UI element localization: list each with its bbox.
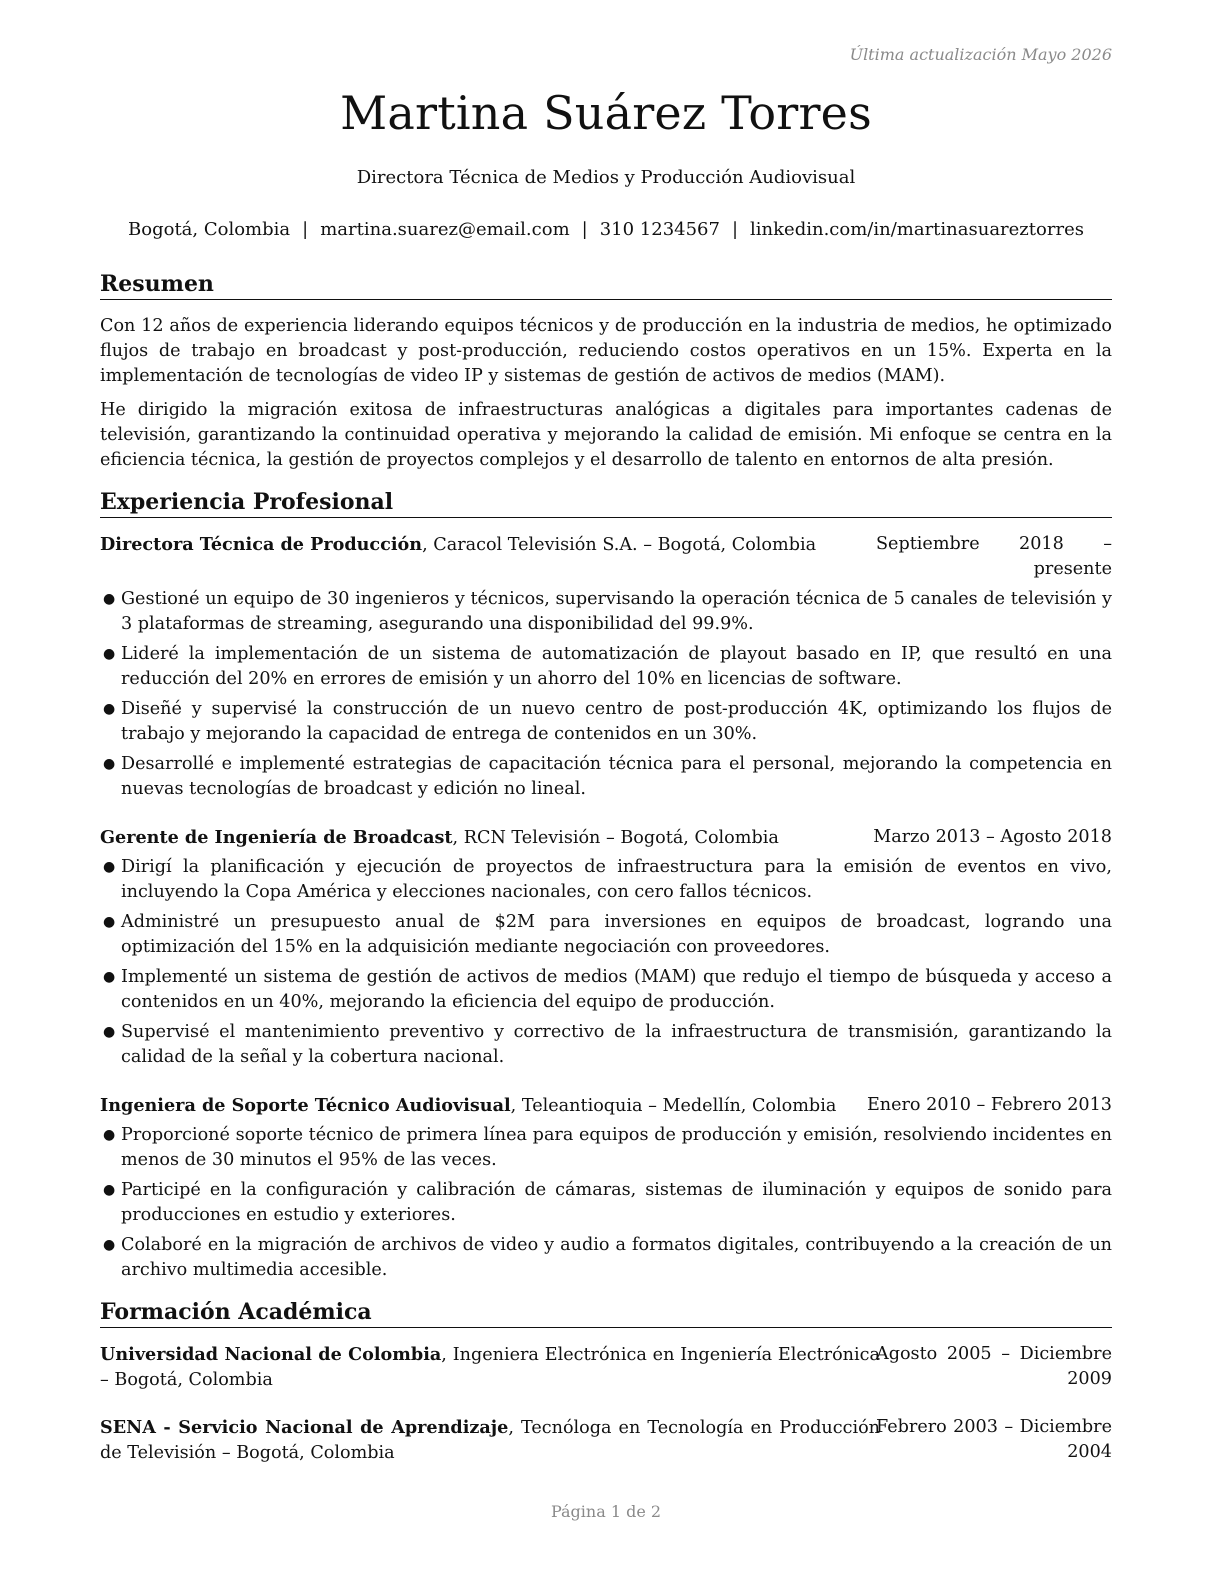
contact-separator: | bbox=[302, 219, 309, 240]
list-item: ● Proporcioné soporte técnico de primera línea para equipos de producción y emisión, resolviendo incidentes en menos de 30 minutos el 95% de las veces. bbox=[103, 1125, 1112, 1170]
job-bullets bbox=[100, 587, 1112, 807]
resume-page bbox=[100, 0, 1112, 1584]
list-item: ● Administré un presupuesto anual de $2M para inversiones en equipos de broadcast, logrando una optimización del 15% en la adquisición mediante negociación con proveedores. bbox=[103, 912, 1112, 957]
list-item: ● Desarrollé e implementé estrategias de capacitación técnica para el personal, mejorando la competencia en nuevas tecnologías de broadcast y edición no lineal. bbox=[103, 754, 1112, 799]
list-item: ● Diseñé y supervisé la construcción de un nuevo centro de post-producción 4K, optimizando los flujos de trabajo y mejorando la capacidad de entrega de contenidos en un 30%. bbox=[103, 699, 1112, 744]
last-updated: Última actualización Mayo 2026 bbox=[849, 45, 1112, 64]
job-role: Ingeniera de Soporte Técnico Audiovisual bbox=[100, 1095, 511, 1116]
contact-phone: 310 1234567 bbox=[599, 219, 720, 240]
job-role: Gerente de Ingeniería de Broadcast bbox=[100, 827, 453, 848]
headline: Directora Técnica de Medios y Producción Audiovisual bbox=[356, 167, 856, 188]
job-org: , Teleantioquia – Medellín, Colombia bbox=[510, 1096, 837, 1116]
job-org: , Caracol Televisión S.A. – Bogotá, Colombia bbox=[422, 535, 817, 555]
education-detail: , Ingeniera Electrónica en Ingeniería Electrónica – Bogotá, Colombia bbox=[100, 1345, 880, 1390]
list-item: ● Dirigí la planificación y ejecución de proyectos de infraestructura para la emisión de eventos en vivo, incluyendo la Copa América y elecciones nacionales, con cero fallos técnicos. bbox=[103, 857, 1112, 902]
contact-separator: | bbox=[731, 219, 739, 240]
job-org: , RCN Televisión – Bogotá, Colombia bbox=[452, 828, 779, 848]
bullet-text: Diseñé y supervisé la construcción de un nuevo centro de post-producción 4K, optimizando los flujos de trabajo y mejorando la capacidad de entrega de contenidos en un 30%. bbox=[121, 699, 1112, 744]
job-role: Directora Técnica de Producción bbox=[100, 534, 423, 555]
contact-email[interactable]: martina.suarez@email.com bbox=[320, 219, 570, 240]
section-title-education: Formación Académica bbox=[100, 1299, 1112, 1328]
bullet-text: Administré un presupuesto anual de $2M para inversiones en equipos de broadcast, logrando una optimización del 15% en la adquisición mediante negociación con proveedores. bbox=[121, 912, 1112, 957]
list-item: ● Participé en la configuración y calibración de cámaras, sistemas de iluminación y equipos de sonido para producciones en estudio y exteriores. bbox=[103, 1180, 1112, 1225]
job-bullets bbox=[100, 855, 1112, 1075]
candidate-name: Martina Suárez Torres bbox=[340, 86, 872, 140]
list-item: ● Lideré la implementación de un sistema de automatización de playout basado en IP, que resultó en una reducción del 20% en errores de emisión y un ahorro del 10% en licencias de software. bbox=[103, 644, 1112, 689]
job-dates: Enero 2010 – Febrero 2013 bbox=[866, 1095, 1112, 1115]
bullet-text: Dirigí la planificación y ejecución de proyectos de infraestructura para la emisión de eventos en vivo, incluyendo la Copa América y elecciones nacionales, con cero fallos técnicos. bbox=[121, 857, 1112, 902]
list-item: ● Colaboré en la migración de archivos de video y audio a formatos digitales, contribuyendo a la creación de un archivo multimedia accesible. bbox=[103, 1235, 1112, 1280]
education-detail: , Tecnóloga en Tecnología en Producción de Televisión – Bogotá, Colombia bbox=[100, 1418, 880, 1463]
list-item: ● Supervisé el mantenimiento preventivo y correctivo de la infraestructura de transmisión, garantizando la calidad de la señal y la cobertura nacional. bbox=[103, 1022, 1112, 1067]
contact-linkedin[interactable]: linkedin.com/in/martinasuareztorres bbox=[750, 219, 1084, 240]
bullet-text: Implementé un sistema de gestión de activos de medios (MAM) que redujo el tiempo de búsqueda y acceso a contenidos en un 40%, mejorando la eficiencia del equipo de producción. bbox=[121, 967, 1112, 1012]
bullet-text: Gestioné un equipo de 30 ingenieros y técnicos, supervisando la operación técnica de 5 canales de televisión y 3 plataformas de streaming, asegurando una disponibilidad del 99.9%. bbox=[121, 589, 1112, 634]
bullet-text: Lideré la implementación de un sistema de automatización de playout basado en IP, que resultó en una reducción del 20% en errores de emisión y un ahorro del 10% en licencias de software. bbox=[121, 644, 1112, 689]
education-institution: Universidad Nacional de Colombia bbox=[100, 1344, 442, 1365]
education-institution: SENA - Servicio Nacional de Aprendizaje bbox=[100, 1417, 509, 1438]
list-item: ● Gestioné un equipo de 30 ingenieros y técnicos, supervisando la operación técnica de 5 canales de televisión y 3 plataformas de streaming, asegurando una disponibilidad del 99.9%. bbox=[103, 589, 1112, 634]
education-dates: Agosto 2005 – Diciembre 2009 bbox=[876, 1344, 1112, 1389]
summary-paragraph: He dirigido la migración exitosa de infraestructuras analógicas a digitales para importantes cadenas de televisión, garantizando la continuidad operativa y mejorando la calidad de emisión. Mi enfoque se centra en la eficiencia técnica, la gestión de proyectos complejos y el desarrollo de talento en entornos de alta presión. bbox=[100, 400, 1112, 470]
bullet-text: Participé en la configuración y calibración de cámaras, sistemas de iluminación y equipos de sonido para producciones en estudio y exteriores. bbox=[121, 1180, 1112, 1225]
section-title-summary: Resumen bbox=[100, 271, 1112, 300]
page-number: Página 1 de 2 bbox=[550, 1502, 662, 1521]
job-dates: Septiembre 2018 – presente bbox=[876, 534, 1112, 579]
summary-paragraph: Con 12 años de experiencia liderando equipos técnicos y de producción en la industria de medios, he optimizado flujos de trabajo en broadcast y post-producción, reduciendo costos operativos en un 15%. Experta en la implementación de tecnologías de video IP y sistemas de gestión de activos de medios (MAM). bbox=[100, 316, 1112, 386]
education-dates: Febrero 2003 – Diciembre 2004 bbox=[876, 1417, 1112, 1462]
bullet-text: Supervisé el mantenimiento preventivo y correctivo de la infraestructura de transmisión, garantizando la calidad de la señal y la cobertura nacional. bbox=[121, 1022, 1112, 1067]
list-item: ● Implementé un sistema de gestión de activos de medios (MAM) que redujo el tiempo de búsqueda y acceso a contenidos en un 40%, mejorando la eficiencia del equipo de producción. bbox=[103, 967, 1112, 1012]
section-title-experience: Experiencia Profesional bbox=[100, 489, 1112, 518]
contact-location: Bogotá, Colombia bbox=[128, 219, 291, 240]
bullet-text: Colaboré en la migración de archivos de video y audio a formatos digitales, contribuyendo a la creación de un archivo multimedia accesible. bbox=[121, 1235, 1112, 1280]
contact-line bbox=[100, 219, 1112, 240]
job-bullets bbox=[100, 1123, 1112, 1288]
bullet-text: Proporcioné soporte técnico de primera línea para equipos de producción y emisión, resolviendo incidentes en menos de 30 minutos el 95% de las veces. bbox=[121, 1125, 1112, 1170]
job-dates: Marzo 2013 – Agosto 2018 bbox=[873, 827, 1112, 847]
contact-separator: | bbox=[581, 219, 588, 240]
bullet-text: Desarrollé e implementé estrategias de capacitación técnica para el personal, mejorando la competencia en nuevas tecnologías de broadcast y edición no lineal. bbox=[121, 754, 1112, 799]
